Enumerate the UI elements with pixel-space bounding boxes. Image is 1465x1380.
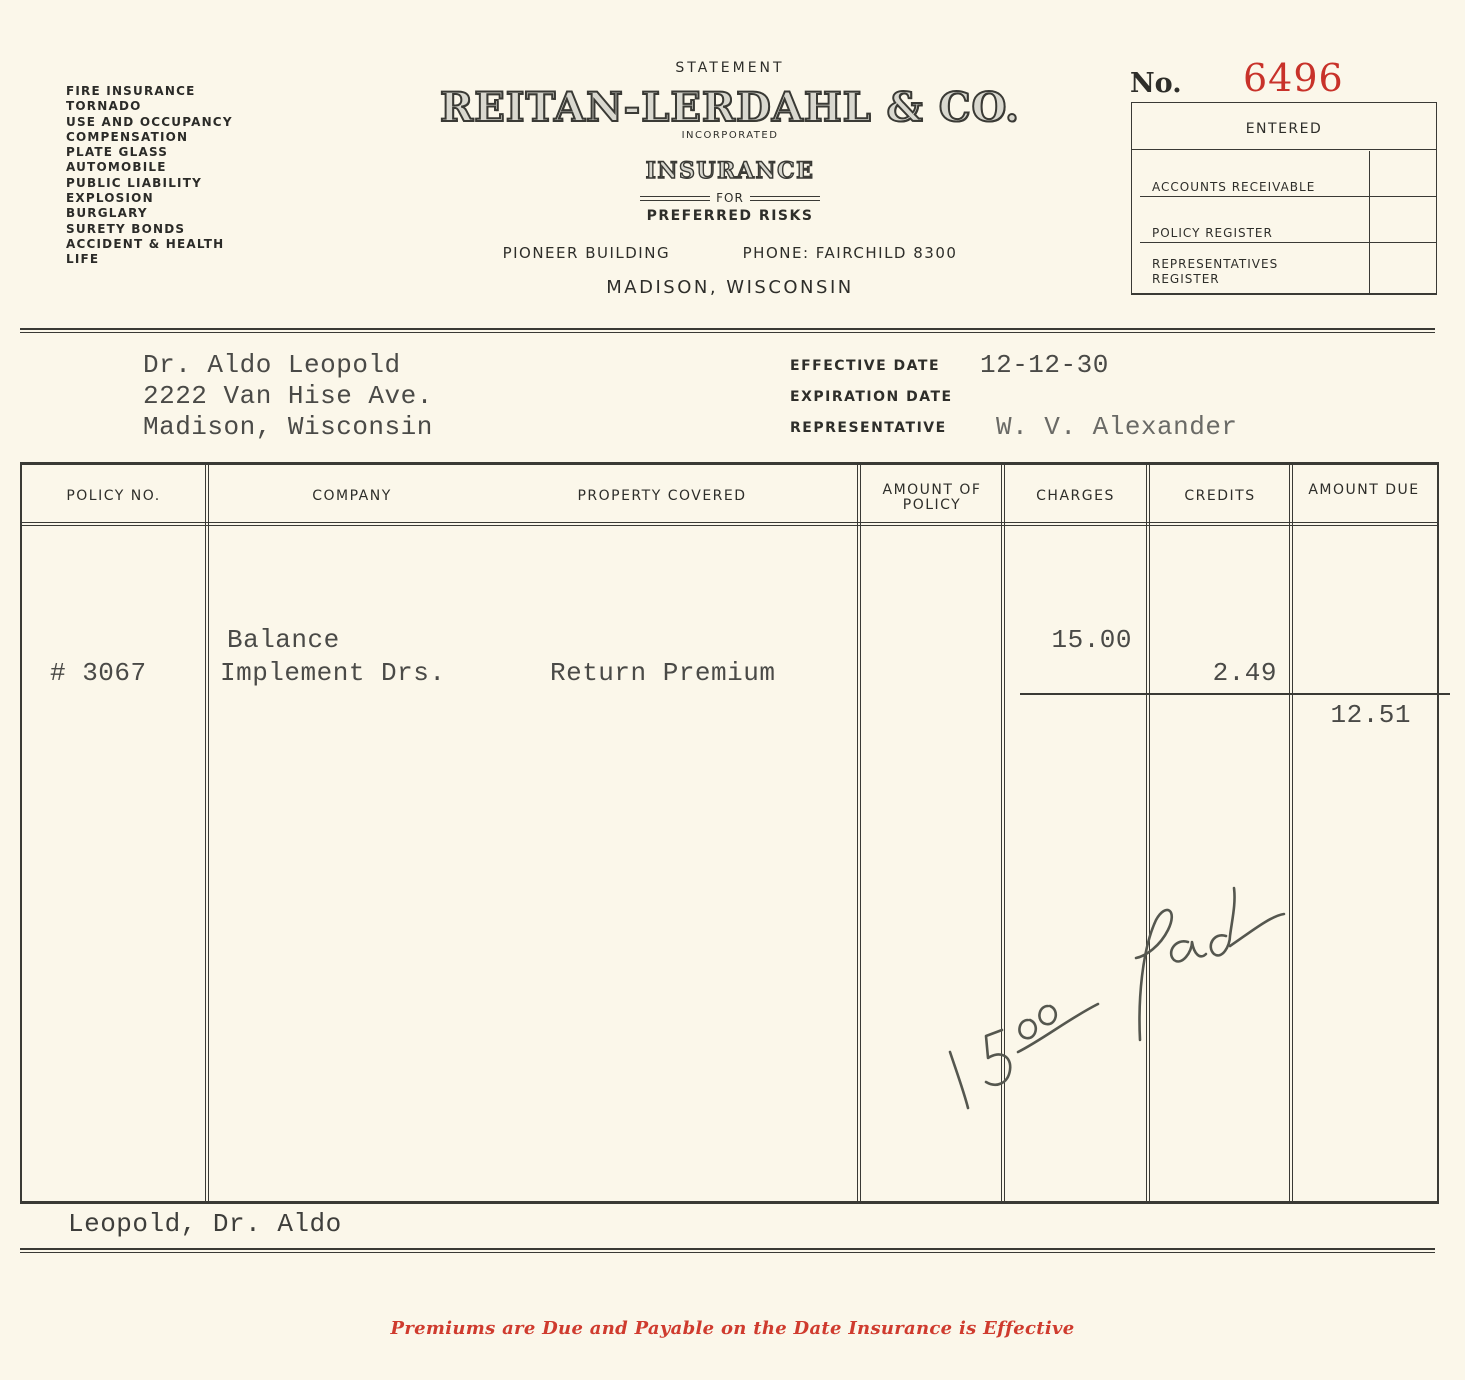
column-divider [857,465,861,1201]
coverage-item: BURGLARY [66,206,148,221]
coverage-types-list [66,84,233,268]
entered-title: ENTERED [1245,121,1323,137]
header-charges: CHARGES [1036,488,1115,504]
payment-terms-note: Premiums are Due and Payable on the Date Insurance is Effective [390,1318,1075,1339]
customer-city: Madison, Wisconsin [143,412,433,442]
header-company: COMPANY [312,488,392,504]
double-rule-left [640,196,710,201]
coverage-item: PLATE GLASS [66,145,169,160]
entered-check-column [1369,151,1370,293]
column-divider [205,465,209,1201]
for-label: FOR [716,191,744,205]
statement-label: STATEMENT [675,60,785,76]
header-row-rule [22,522,1437,526]
account-name: Leopold, Dr. Aldo [68,1209,342,1239]
handwriting-stroke [986,1030,1010,1085]
policy-register-label: POLICY REGISTER [1152,226,1273,240]
double-rule-right [750,196,820,201]
number-label: No. [1130,68,1182,99]
header-policy-no: POLICY NO. [66,488,161,504]
balance-label: Balance [227,625,340,655]
header-amount-of-policy: AMOUNT OF POLICY [882,482,982,513]
incorporated-label: INCORPORATED [681,130,779,141]
insurance-label: INSURANCE [645,158,815,184]
balance-charge: 15.00 [1051,625,1132,655]
representative-label: REPRESENTATIVE [790,420,947,436]
coverage-item: EXPLOSION [66,191,154,206]
policy-number: # 3067 [50,658,147,688]
statement-number: 6496 [1243,56,1344,100]
entered-box [1131,102,1437,295]
for-divider [380,190,1080,206]
footer-rule [20,1248,1435,1253]
entered-line [1140,196,1436,197]
customer-name: Dr. Aldo Leopold [143,350,401,380]
handwriting-stroke [1171,941,1206,961]
representatives-register-label: REPRESENTATIVES REGISTER [1152,257,1279,286]
phone-label: PHONE: FAIRCHILD 8300 [742,244,958,262]
subtotal-rule [1020,693,1450,695]
coverage-item: FIRE INSURANCE [66,84,196,98]
effective-date-value: 12-12-30 [980,350,1109,380]
coverage-item: PUBLIC LIABILITY [66,175,202,190]
entered-line [1140,242,1436,243]
coverage-item: LIFE [66,252,100,267]
building-label: PIONEER BUILDING [502,244,671,262]
coverage-item: AUTOMOBILE [66,160,167,175]
address-line [380,244,1080,262]
handwriting-stroke [1230,914,1284,946]
handwriting-stroke [1136,910,1172,1040]
company-name: REITAN-LERDAHL & CO. [440,84,1020,131]
property-covered-cell: Return Premium [550,658,776,688]
handwriting-stroke [1018,1004,1098,1052]
company-name-cell: Implement Drs. [220,658,446,688]
header-rule [20,328,1435,333]
entered-divider [1132,149,1436,150]
handwriting-stroke [1039,1006,1055,1024]
representative-value: W. V. Alexander [996,412,1238,442]
credit-cell: 2.49 [1212,658,1277,688]
preferred-risks-label: PREFERRED RISKS [646,208,814,224]
coverage-item: COMPENSATION [66,129,189,144]
coverage-item: ACCIDENT & HEALTH [66,236,225,251]
header-property-covered: PROPERTY COVERED [577,488,747,504]
effective-date-label: EFFECTIVE DATE [790,358,941,374]
city-label: MADISON, WISCONSIN [606,277,854,298]
handwriting-stroke [950,1052,968,1108]
accounts-receivable-label: ACCOUNTS RECEIVABLE [1152,180,1316,194]
handwriting-stroke [1019,1020,1035,1038]
handwritten-paid-note [930,880,1300,1120]
coverage-item: TORNADO [66,99,142,114]
header-credits: CREDITS [1184,488,1256,504]
coverage-item: SURETY BONDS [66,221,186,236]
coverage-item: USE AND OCCUPANCY [66,114,233,129]
header-amount-due: AMOUNT DUE [1308,482,1420,498]
customer-address [143,350,433,443]
amount-due-cell: 12.51 [1330,700,1411,730]
expiration-date-label: EXPIRATION DATE [790,389,953,405]
customer-street: 2222 Van Hise Ave. [143,381,433,411]
